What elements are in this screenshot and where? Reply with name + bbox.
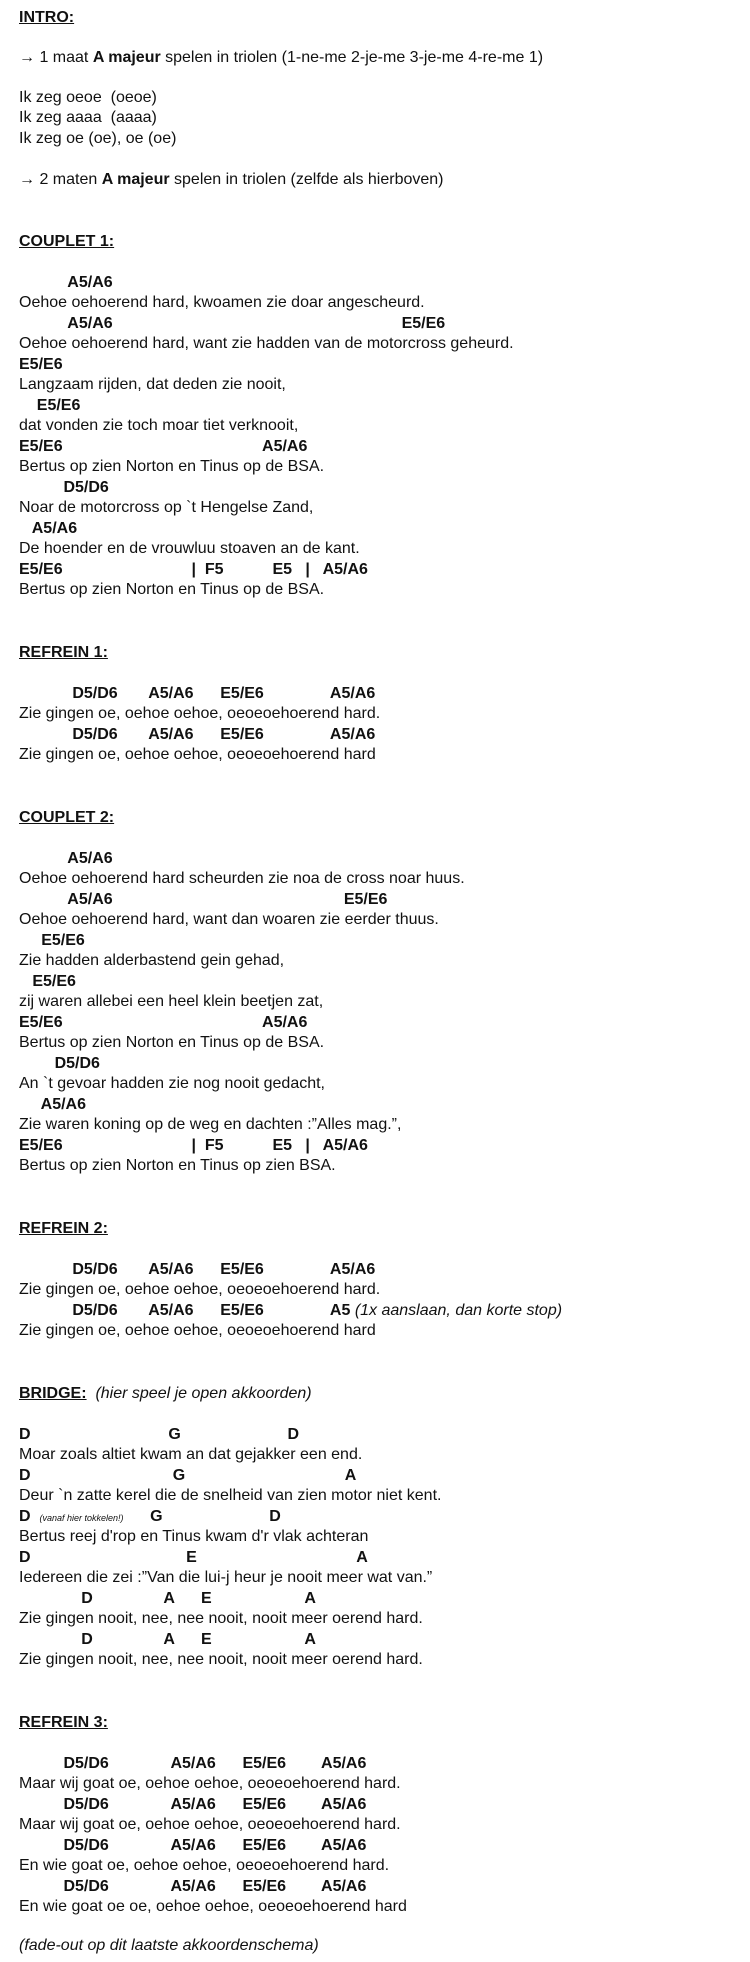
lyric-line: Bertus op zien Norton en Tinus op zien BSA.: [19, 1157, 336, 1174]
chord-line: D5/D6 A5/A6 E5/E6 A5/A6: [19, 726, 376, 743]
lyric-line: Bertus reej d'rop en Tinus kwam d'r vlak achteran: [19, 1528, 369, 1545]
intro-line-4: Ik zeg oe (oe), oe (oe): [19, 130, 177, 147]
lyric-line: An `t gevoar hadden zie nog nooit gedacht,: [19, 1075, 325, 1092]
chord-line: E5/E6 A5/A6: [19, 1014, 308, 1031]
chord-line: D5/D6 A5/A6 E5/E6 A5/A6: [19, 1878, 367, 1895]
chord-line: D E A: [19, 1549, 368, 1566]
couplet1-heading: COUPLET 1:: [19, 233, 115, 250]
lyric-line: Moar zoals altiet kwam an dat gejakker een end.: [19, 1446, 363, 1463]
tokkelen-note: (vanaf hier tokkelen!): [39, 1513, 124, 1523]
lyric-line: Iedereen die zei :”Van die lui-j heur je nooit meer wat van.”: [19, 1569, 433, 1586]
chord-line: D5/D6 A5/A6 E5/E6 A5/A6: [19, 1755, 367, 1772]
chord-line: E5/E6 | F5 E5 | A5/A6: [19, 561, 368, 578]
lyric-line: Zie gingen nooit, nee, nee nooit, nooit meer oerend hard.: [19, 1610, 423, 1627]
lyric-line: Zie gingen oe, oehoe oehoe, oeoeoehoerend hard: [19, 746, 376, 763]
couplet2-heading: COUPLET 2:: [19, 809, 115, 826]
lyric-line: Zie hadden alderbastend gein gehad,: [19, 952, 285, 969]
bridge-heading: BRIDGE:: [19, 1385, 87, 1402]
lyric-line: Oehoe oehoerend hard, want zie hadden van de motorcross geheurd.: [19, 335, 514, 352]
lyric-line: Zie waren koning op de weg en dachten :”Alles mag.”,: [19, 1116, 402, 1133]
chord-line: E5/E6 | F5 E5 | A5/A6: [19, 1137, 368, 1154]
chord-line: D5/D6 A5/A6 E5/E6 A5/A6: [19, 1261, 376, 1278]
chord-line: D G D: [19, 1426, 300, 1443]
intro-line-2: Ik zeg oeoe (oeoe): [19, 89, 157, 106]
refrein3-heading: REFREIN 3:: [19, 1714, 108, 1731]
intro-line-5: → 2 maten A majeur spelen in triolen (zelfde als hierboven): [19, 171, 444, 188]
chord-line: D G A: [19, 1467, 357, 1484]
chord-note: (1x aanslaan, dan korte stop): [354, 1302, 563, 1319]
lyric-line: De hoender en de vrouwluu stoaven an de kant.: [19, 540, 360, 557]
chord-line: A5/A6: [19, 1096, 86, 1113]
lyric-line: Zie gingen oe, oehoe oehoe, oeoeoehoerend hard: [19, 1322, 376, 1339]
chord-line: E5/E6: [19, 356, 63, 373]
chord-line: E5/E6: [19, 932, 85, 949]
lyric-line: Zie gingen oe, oehoe oehoe, oeoeoehoerend hard.: [19, 705, 381, 722]
bridge-heading-line: [19, 1384, 312, 1404]
chord-line: A5/A6: [19, 520, 78, 537]
chord-line: D5/D6 A5/A6 E5/E6 A5/A6: [19, 685, 376, 702]
chord-line: D5/D6: [19, 1055, 100, 1072]
chord-line: A5/A6 E5/E6: [19, 315, 446, 332]
arrow-right-icon: →: [19, 49, 35, 66]
intro-line-1: → 1 maat A majeur spelen in triolen (1-ne-me 2-je-me 3-je-me 4-re-me 1): [19, 49, 544, 66]
lyric-line: Zie gingen oe, oehoe oehoe, oeoeoehoerend hard.: [19, 1281, 381, 1298]
arrow-right-icon: →: [19, 171, 35, 188]
refrein1-heading: REFREIN 1:: [19, 644, 108, 661]
lyric-line: Zie gingen nooit, nee, nee nooit, nooit meer oerend hard.: [19, 1651, 423, 1668]
intro-heading: INTRO:: [19, 9, 75, 26]
lyric-line: Deur `n zatte kerel die de snelheid van zien motor niet kent.: [19, 1487, 442, 1504]
lyric-line: Noar de motorcross op `t Hengelse Zand,: [19, 499, 314, 516]
lyric-line: Bertus op zien Norton en Tinus op de BSA.: [19, 581, 325, 598]
lyric-line: En wie goat oe oe, oehoe oehoe, oeoeoehoerend hard: [19, 1898, 407, 1915]
lyric-line: Maar wij goat oe, oehoe oehoe, oeoeoehoerend hard.: [19, 1816, 401, 1833]
lyric-line: Oehoe oehoerend hard, kwoamen zie doar angescheurd.: [19, 294, 425, 311]
chord-line: D A E A: [19, 1590, 316, 1607]
lyric-line: Maar wij goat oe, oehoe oehoe, oeoeoehoerend hard.: [19, 1775, 401, 1792]
chord-line: A5/A6: [19, 274, 113, 291]
intro-line-3: Ik zeg aaaa (aaaa): [19, 109, 157, 126]
chord-line: E5/E6 A5/A6: [19, 438, 308, 455]
lyric-line: Langzaam rijden, dat deden zie nooit,: [19, 376, 286, 393]
lyric-line: Oehoe oehoerend hard, want dan woaren zie eerder thuus.: [19, 911, 439, 928]
refrein2-heading: REFREIN 2:: [19, 1220, 108, 1237]
chord-line: D5/D6 A5/A6 E5/E6 A5/A6: [19, 1796, 367, 1813]
lyric-line: dat vonden zie toch moar tiet verknooit,: [19, 417, 299, 434]
lyric-line: zij waren allebei een heel klein beetjen zat,: [19, 993, 324, 1010]
chord-line: A5/A6: [19, 850, 113, 867]
lyric-line: En wie goat oe, oehoe oehoe, oeoeoehoerend hard.: [19, 1857, 390, 1874]
lyric-line: Oehoe oehoerend hard scheurden zie noa de cross noar huus.: [19, 870, 465, 887]
chord-line: D5/D6: [19, 479, 109, 496]
chord-line: D A E A: [19, 1631, 316, 1648]
lyric-line: Bertus op zien Norton en Tinus op de BSA.: [19, 458, 325, 475]
lyric-line: Bertus op zien Norton en Tinus op de BSA.: [19, 1034, 325, 1051]
chord-line: D5/D6 A5/A6 E5/E6 A5 (1x aanslaan, dan korte stop): [19, 1302, 563, 1319]
fade-out-note: (fade-out op dit laatste akkoordenschema): [19, 1937, 319, 1954]
chord-line: A5/A6 E5/E6: [19, 891, 388, 908]
bridge-note: (hier speel je open akkoorden): [86, 1385, 312, 1402]
chord-line: E5/E6: [19, 973, 76, 990]
chord-line: D5/D6 A5/A6 E5/E6 A5/A6: [19, 1837, 367, 1854]
chord-line: E5/E6: [19, 397, 81, 414]
chord-line: D (vanaf hier tokkelen!) G D: [19, 1508, 281, 1525]
